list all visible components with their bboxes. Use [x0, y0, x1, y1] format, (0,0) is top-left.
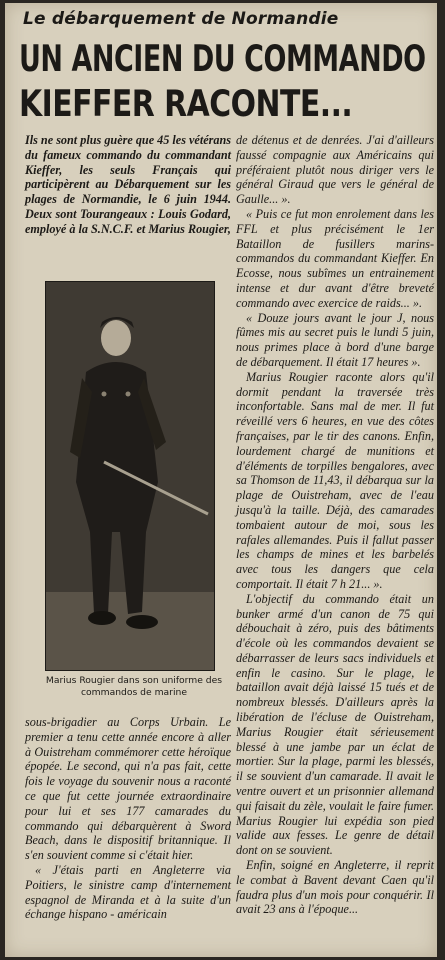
intro-paragraph: [25, 133, 231, 237]
intro-text: Ils ne sont plus guère que 45 les vétérans du fameux commando du commandant Kieffer, les seuls Français qui participèrent au Débarquement sur les plages de Normandie, le 6 juin 1944. Deux sont Tourangeaux : Louis Godard, employé à la S.N.C.F. et Marius Rougier,: [25, 133, 231, 236]
paragraph-right-3: « Douze jours avant le jour J, nous fûmes mis au secret puis le lundi 5 juin, nous primes place à bord d'une barge de débarquement. Il était 17 heures ».: [236, 310, 434, 369]
right-column: [236, 133, 434, 917]
paragraph-right-2: « Puis ce fut mon enrolement dans les FFL et plus précisément le 1er Bataillon de fusillers marins-commandos du commandant Kieffer. En Ecosse, nous subîmes un entrainement intense et dur avant d'être breveté commando avec exercice de raids... ».: [236, 206, 434, 310]
article-kicker: Le débarquement de Normandie: [23, 9, 339, 29]
photo-caption: Marius Rougier dans son uniforme des commandos de marine: [45, 675, 223, 698]
newspaper-clipping: [5, 3, 437, 957]
portrait-photo: [45, 281, 215, 671]
headline-line-1: UN ANCIEN DU COMMANDO: [19, 37, 426, 80]
headline-line-2: KIEFFER RACONTE...: [19, 82, 353, 125]
paragraph-right-1: de détenus et de denrées. J'ai d'ailleurs faussé compagnie aux Américains qui préféraient plutôt nous diriger vers le général Giraud que vers le général de Gaulle... ».: [236, 133, 434, 207]
paragraph-left-2: « J'étais parti en Angleterre via Poitiers, le sinistre camp d'internement espagnol de Miranda et à la suite d'un échange hispano - américain: [25, 862, 231, 922]
paragraph-right-5: L'objectif du commando était un bunker armé d'un canon de 75 qui débouchait à zéro, puis des bâtiments d'école où les commandos devaient se débarrasser de leurs sacs individuels et enfin le casino. Sur le plage, le bataillon avait déjà laissé 15 tués et de nombreux blessés. D'ailleurs après la libération de l'écluse de Ouistreham, Marius Rougier était sérieusement blessé à une jambe par un éclat de mortier. Sur la plage, parmi les blessés, il se souvient d'un camarade. Il avait le ventre ouvert et un prisonnier allemand qui faisait du zèle, voulait le faire fumer. Marius Rougier lui expédia son pied valide aux fesses. Le genre de détail dont on se souvient.: [236, 591, 434, 858]
paragraph-left-1: sous-brigadier au Corps Urbain. Le premier a tenu cette année encore à aller à Ouistreham commémorer cette héroïque épopée. Le second, qui n'a pas fait, cette fois le voyage du souvenir nous a raconté ce que fut cette journée extraordinaire pour lui et ses 177 camarades du commando qui débarquèrent à Sword Beach, dans le dispositif britannique. Il s'en souvient comme si c'était hier.: [25, 715, 231, 863]
paragraph-right-6: Enfin, soigné en Angleterre, il reprit le combat à Bavent devant Caen qu'il faudra plus d'un mois pour conquérir. Il avait 23 ans à l'époque...: [236, 858, 434, 917]
soldier-figure-image: [46, 282, 214, 670]
paragraph-right-4: Marius Rougier raconte alors qu'il dormit pendant la traversée très inconfortable. Sans mal de mer. Il fut réveillé vers 6 heures, en vue des côtes françaises, par le tir des canons. Enfin, lourdement chargé de munitions et d'éléments de torpilles bengalores, avec sa Thomson de 11,43, il débarqua sur la plage de Ouistreham, avec de l'eau jusqu'à la taille. Déjà, des camarades tombaient autour de moi, sous les rafales allemandes. Puis il fallut passer les champs de mines et les barbelés avec tous les dangers que cela comportait. Il était 7 h 21... ».: [236, 369, 434, 591]
left-column-lower: [25, 715, 231, 922]
